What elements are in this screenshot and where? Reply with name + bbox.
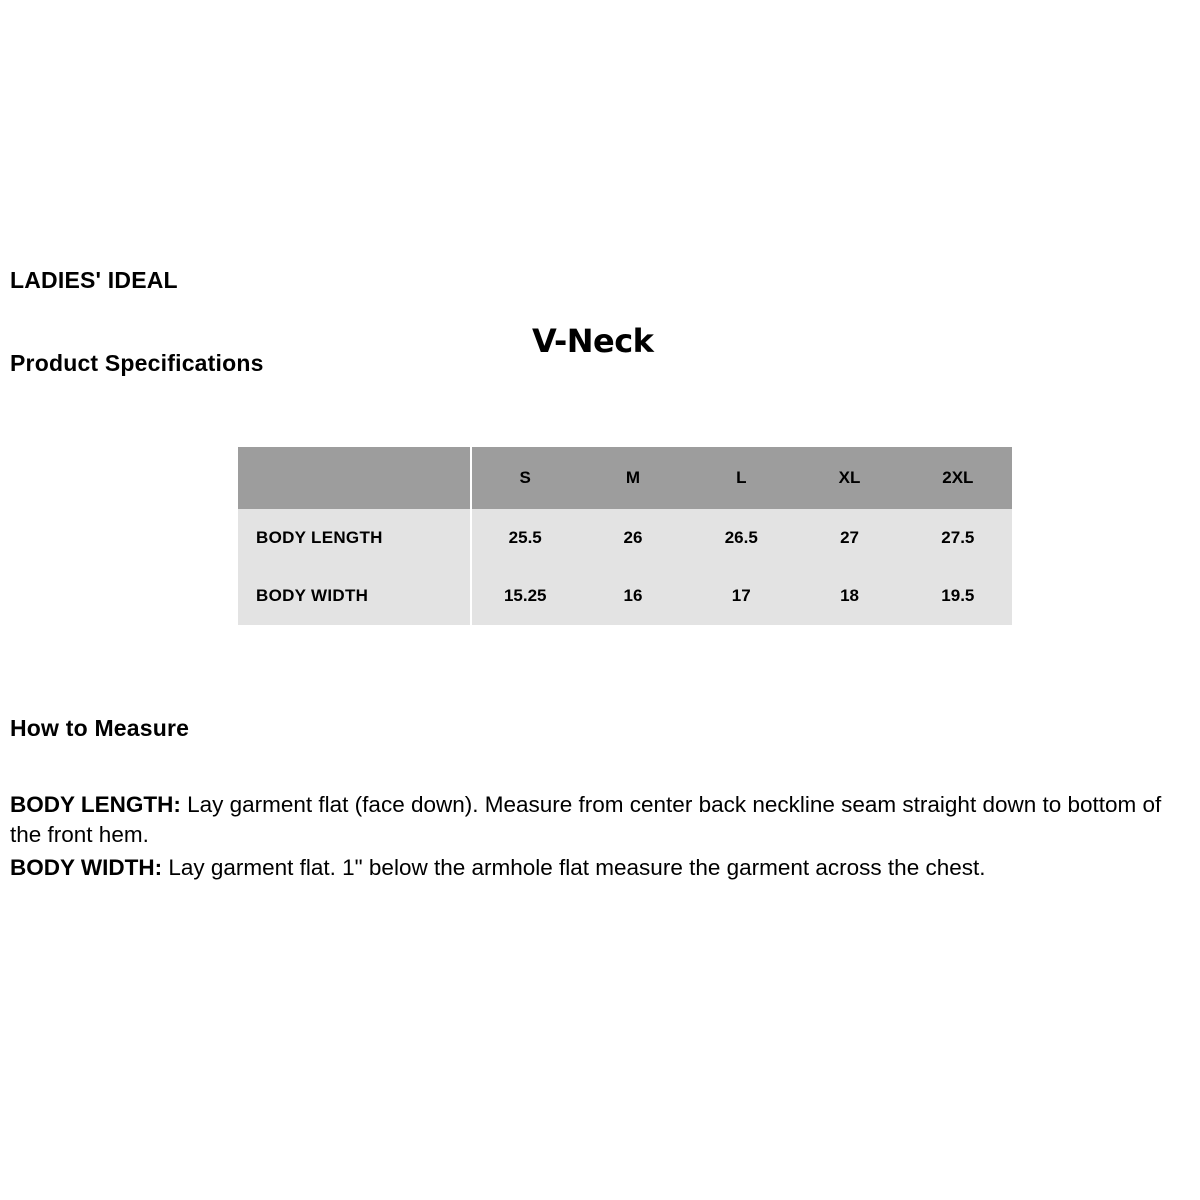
size-column-header: 2XL bbox=[904, 447, 1012, 509]
how-to-measure-text bbox=[10, 790, 1192, 886]
page-title: Product Specifications bbox=[10, 350, 264, 376]
measure-instruction bbox=[10, 790, 1192, 850]
style-name: V-Neck bbox=[532, 322, 654, 360]
measure-instruction bbox=[10, 853, 1192, 883]
measure-description: Lay garment flat (face down). Measure from center back neckline seam straight down to bottom of the front hem. bbox=[10, 792, 1162, 847]
table-corner-cell bbox=[238, 447, 471, 509]
size-column-header: XL bbox=[795, 447, 903, 509]
table-row bbox=[238, 567, 1012, 625]
measurement-value: 18 bbox=[795, 567, 903, 625]
measurement-value: 26.5 bbox=[687, 509, 795, 567]
measurement-label: BODY LENGTH bbox=[238, 509, 471, 567]
measurement-value: 17 bbox=[687, 567, 795, 625]
table-header-row bbox=[238, 447, 1012, 509]
size-chart-table bbox=[238, 447, 1012, 625]
measurement-value: 26 bbox=[579, 509, 687, 567]
table-row bbox=[238, 509, 1012, 567]
measurement-value: 16 bbox=[579, 567, 687, 625]
measurement-value: 27 bbox=[795, 509, 903, 567]
measure-term: BODY WIDTH: bbox=[10, 854, 163, 880]
size-column-header: L bbox=[687, 447, 795, 509]
measurement-value: 25.5 bbox=[471, 509, 579, 567]
measure-term: BODY LENGTH: bbox=[10, 792, 181, 817]
measurement-value: 27.5 bbox=[904, 509, 1012, 567]
measure-description: Lay garment flat. 1" below the armhole flat measure the garment across the chest. bbox=[162, 854, 986, 880]
size-column-header: M bbox=[579, 447, 687, 509]
measurement-value: 15.25 bbox=[471, 567, 579, 625]
size-column-header: S bbox=[471, 447, 579, 509]
measurement-label: BODY WIDTH bbox=[238, 567, 471, 625]
measurement-value: 19.5 bbox=[904, 567, 1012, 625]
brand-title: LADIES' IDEAL bbox=[10, 267, 178, 293]
how-to-measure-title: How to Measure bbox=[10, 715, 190, 741]
